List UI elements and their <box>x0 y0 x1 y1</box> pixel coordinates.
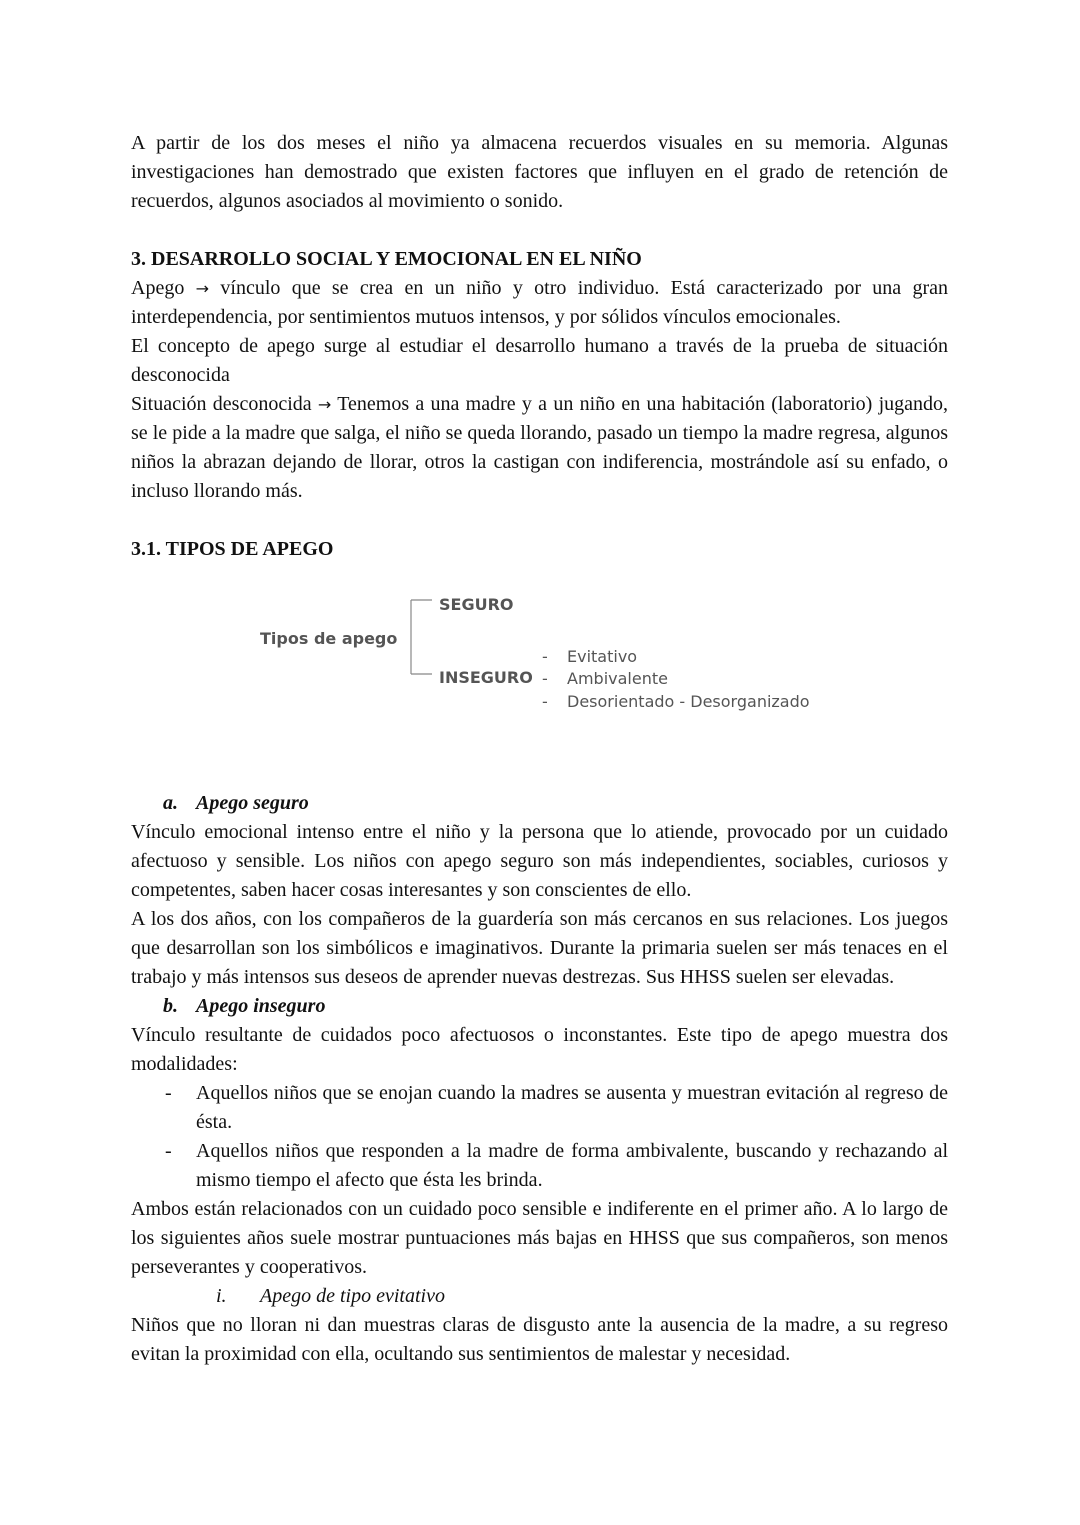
concept-paragraph: El concepto de apego surge al estudiar el desarrollo humano a través de la prueba de situación desconocida <box>131 335 948 386</box>
diagram-dash: - <box>542 669 548 688</box>
list-label: b. <box>163 995 178 1017</box>
list-item <box>131 1137 948 1195</box>
diagram-bracket-lines <box>131 564 948 789</box>
document-page <box>131 129 948 1369</box>
diagram-root-label: Tipos de apego <box>260 629 398 648</box>
spacer <box>131 216 948 245</box>
apego-definition-text: vínculo que se crea en un niño y otro individuo. Está caracterizado por una gran interdependencia, por sentimientos mutuos intensos, y por sólidos vínculos emocionales. <box>131 277 949 328</box>
intro-paragraph: A partir de los dos meses el niño ya almacena recuerdos visuales en su memoria. Algunas investigaciones han demostrado que existen factores que influyen en el grado de retención de recuerdos, algunos asociados al movimiento o sonido. <box>131 132 948 212</box>
apego-seguro-heading <box>131 789 948 818</box>
diagram-subtype-ambivalente: Ambivalente <box>567 669 668 688</box>
diagram-inseguro-label: INSEGURO <box>439 668 533 687</box>
list-item-text: Aquellos niños que responden a la madre de forma ambivalente, buscando y rechazando al mismo tiempo el afecto que ésta les brinda. <box>196 1140 948 1191</box>
diagram-subtype-desorientado: Desorientado - Desorganizado <box>567 692 810 711</box>
evitativo-heading <box>131 1282 948 1311</box>
diagram-dash: - <box>542 692 548 711</box>
evitativo-title: Apego de tipo evitativo <box>260 1285 445 1307</box>
evitativo-paragraph: Niños que no lloran ni dan muestras claras de disgusto ante la ausencia de la madre, a su regreso evitan la proximidad con ella, ocultando sus sentimientos de malestar y necesidad. <box>131 1314 948 1365</box>
apego-inseguro-paragraph-1: Vínculo resultante de cuidados poco afectuosos o inconstantes. Este tipo de apego muestra dos modalidades: <box>131 1024 948 1075</box>
apego-seguro-paragraph-2: A los dos años, con los compañeros de la guardería son más cercanos en sus relaciones. Los juegos que desarrollan son los simbólicos e imaginativos. Durante la primaria suelen ser más tenaces en el trabajo y más intensos sus deseos de aprender nuevas destrezas. Sus HHSS suelen ser elevadas. <box>131 908 948 988</box>
diagram-subtype-evitativo: Evitativo <box>567 647 638 666</box>
diagram-dash: - <box>542 647 548 666</box>
situacion-term: Situación desconocida <box>131 393 312 415</box>
section-3-1-heading: 3.1. TIPOS DE APEGO <box>131 538 334 560</box>
list-label: a. <box>163 792 178 814</box>
section-3-heading: 3. DESARROLLO SOCIAL Y EMOCIONAL EN EL NIÑO <box>131 248 642 270</box>
attachment-types-diagram <box>131 564 948 789</box>
dash-bullet: - <box>165 1082 172 1104</box>
apego-inseguro-heading <box>131 992 948 1021</box>
arrow-icon: → <box>195 279 210 298</box>
apego-inseguro-title: Apego inseguro <box>196 995 326 1017</box>
apego-term: Apego <box>131 277 185 299</box>
list-item <box>131 1079 948 1137</box>
apego-inseguro-list <box>131 1079 948 1195</box>
situacion-paragraph <box>131 390 948 506</box>
situacion-definition-text: Tenemos a una madre y a un niño en una habitación (laboratorio) jugando, se le pide a la madre que salga, el niño se queda llorando, pasado un tiempo la madre regresa, algunos niños la abrazan dejando de llorar, otros la castigan con indiferencia, mostrándole así su enfado, o incluso llorando más. <box>131 393 948 502</box>
apego-inseguro-paragraph-2: Ambos están relacionados con un cuidado poco sensible e indiferente en el primer año. A lo largo de los siguientes años suele mostrar puntuaciones más bajas en HHSS que sus compañeros, son menos perseverantes y cooperativos. <box>131 1198 948 1278</box>
apego-seguro-title: Apego seguro <box>196 792 309 814</box>
list-item-text: Aquellos niños que se enojan cuando la madres se ausenta y muestran evitación al regreso de ésta. <box>196 1082 948 1133</box>
apego-seguro-paragraph-1: Vínculo emocional intenso entre el niño y la persona que lo atiende, provocado por un cuidado afectuoso y sensible. Los niños con apego seguro son más independientes, sociables, curiosos y competentes, saben hacer cosas interesantes y son conscientes de ello. <box>131 821 948 901</box>
apego-definition <box>131 274 948 332</box>
arrow-icon: → <box>317 395 332 414</box>
dash-bullet: - <box>165 1140 172 1162</box>
diagram-seguro-label: SEGURO <box>439 595 514 614</box>
spacer <box>131 506 948 535</box>
list-label: i. <box>216 1285 227 1307</box>
